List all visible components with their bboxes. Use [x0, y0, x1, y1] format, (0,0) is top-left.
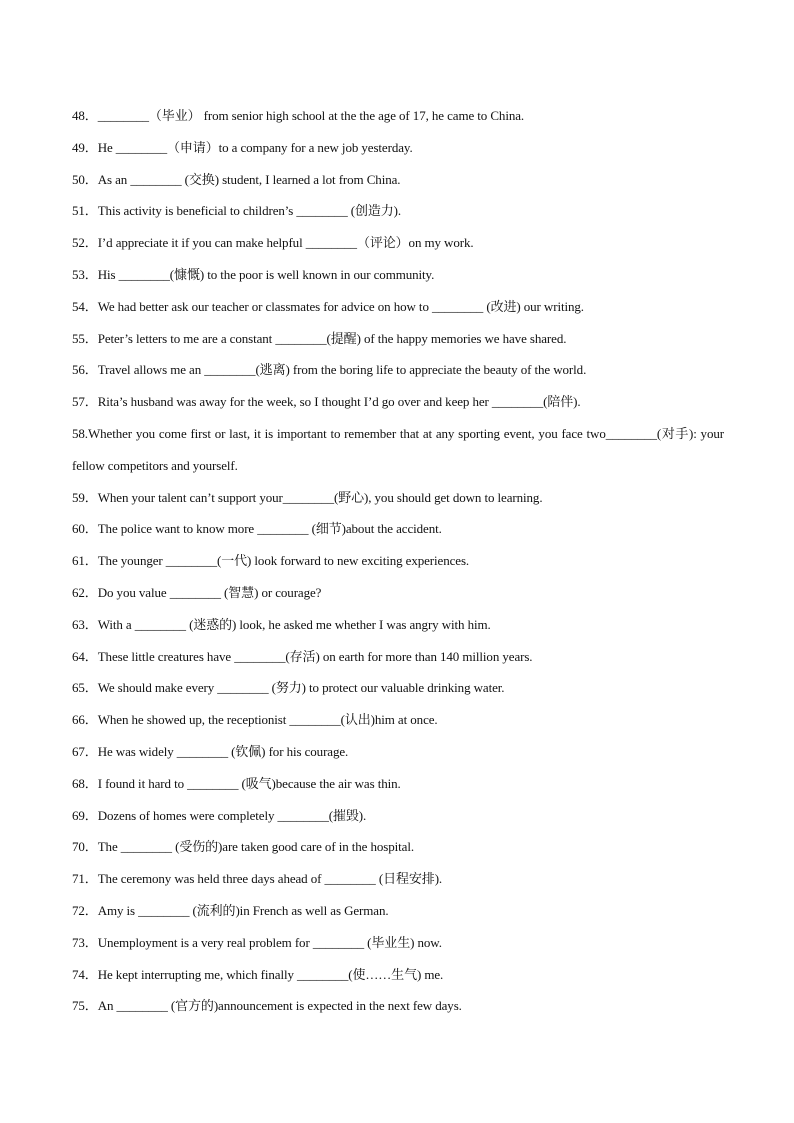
exercise-item-59: 59．When your talent can’t support your________(野心), you should get down to learning. [72, 489, 543, 505]
exercise-item-70: 70．The ________ (受伤的)are taken good care of in the hospital. [72, 839, 415, 855]
exercise-item-72: 72．Amy is ________ (流利的)in French as well as German. [72, 902, 389, 918]
exercise-item-69: 69．Dozens of homes were completely ________(摧毁). [72, 807, 367, 823]
exercise-item-56: 56．Travel allows me an ________(逃离) from the boring life to appreciate the beauty of the world. [72, 362, 587, 378]
exercise-item-63: 63．With a ________ (迷惑的) look, he asked me whether I was angry with him. [72, 616, 491, 632]
exercise-item-55: 55．Peter’s letters to me are a constant ________(提醒) of the happy memories we have shared. [72, 330, 567, 346]
exercise-item-75: 75．An ________ (官方的)announcement is expected in the next few days. [72, 998, 462, 1014]
exercise-item-68: 68．I found it hard to ________ (吸气)because the air was thin. [72, 775, 401, 791]
exercise-item-64: 64．These little creatures have ________(存活) on earth for more than 140 million years. [72, 648, 533, 664]
exercise-item-61: 61．The younger ________(一代) look forward to new exciting experiences. [72, 553, 470, 569]
exercise-item-50: 50．As an ________ (交换) student, I learned a lot from China. [72, 171, 401, 187]
exercise-item-48: 48．________（毕业） from senior high school at the the age of 17, he came to China. [72, 108, 525, 123]
exercise-item-74: 74．He kept interrupting me, which finally ________(使……生气) me. [72, 966, 444, 982]
exercise-item-54: 54．We had better ask our teacher or classmates for advice on how to ________ (改进) our writing. [72, 298, 584, 314]
exercise-list [72, 100, 724, 1022]
exercise-item-60: 60．The police want to know more ________ (细节)about the accident. [72, 521, 442, 537]
exercise-item-66: 66．When he showed up, the receptionist ________(认出)him at once. [72, 712, 438, 728]
exercise-item-73: 73．Unemployment is a very real problem for ________ (毕业生) now. [72, 934, 442, 950]
exercise-item-58: 58.Whether you come first or last, it is important to remember that at any sporting event, you face two________(对手): your fellow competitors and yourself. [72, 425, 724, 473]
exercise-item-62: 62．Do you value ________ (智慧) or courage? [72, 584, 322, 600]
exercise-item-65: 65．We should make every ________ (努力) to protect our valuable drinking water. [72, 680, 505, 696]
exercise-item-71: 71．The ceremony was held three days ahead of ________ (日程安排). [72, 871, 443, 887]
exercise-item-53: 53．His ________(慷慨) to the poor is well known in our community. [72, 266, 435, 282]
exercise-item-51: 51．This activity is beneficial to children’s ________ (创造力). [72, 203, 402, 219]
exercise-item-52: 52．I’d appreciate it if you can make helpful ________（评论）on my work. [72, 235, 474, 251]
exercise-item-49: 49．He ________（申请）to a company for a new job yesterday. [72, 139, 413, 155]
exercise-item-57: 57．Rita’s husband was away for the week, so I thought I’d go over and keep her ________(陪伴). [72, 394, 581, 410]
exercise-item-67: 67．He was widely ________ (钦佩) for his courage. [72, 743, 349, 759]
